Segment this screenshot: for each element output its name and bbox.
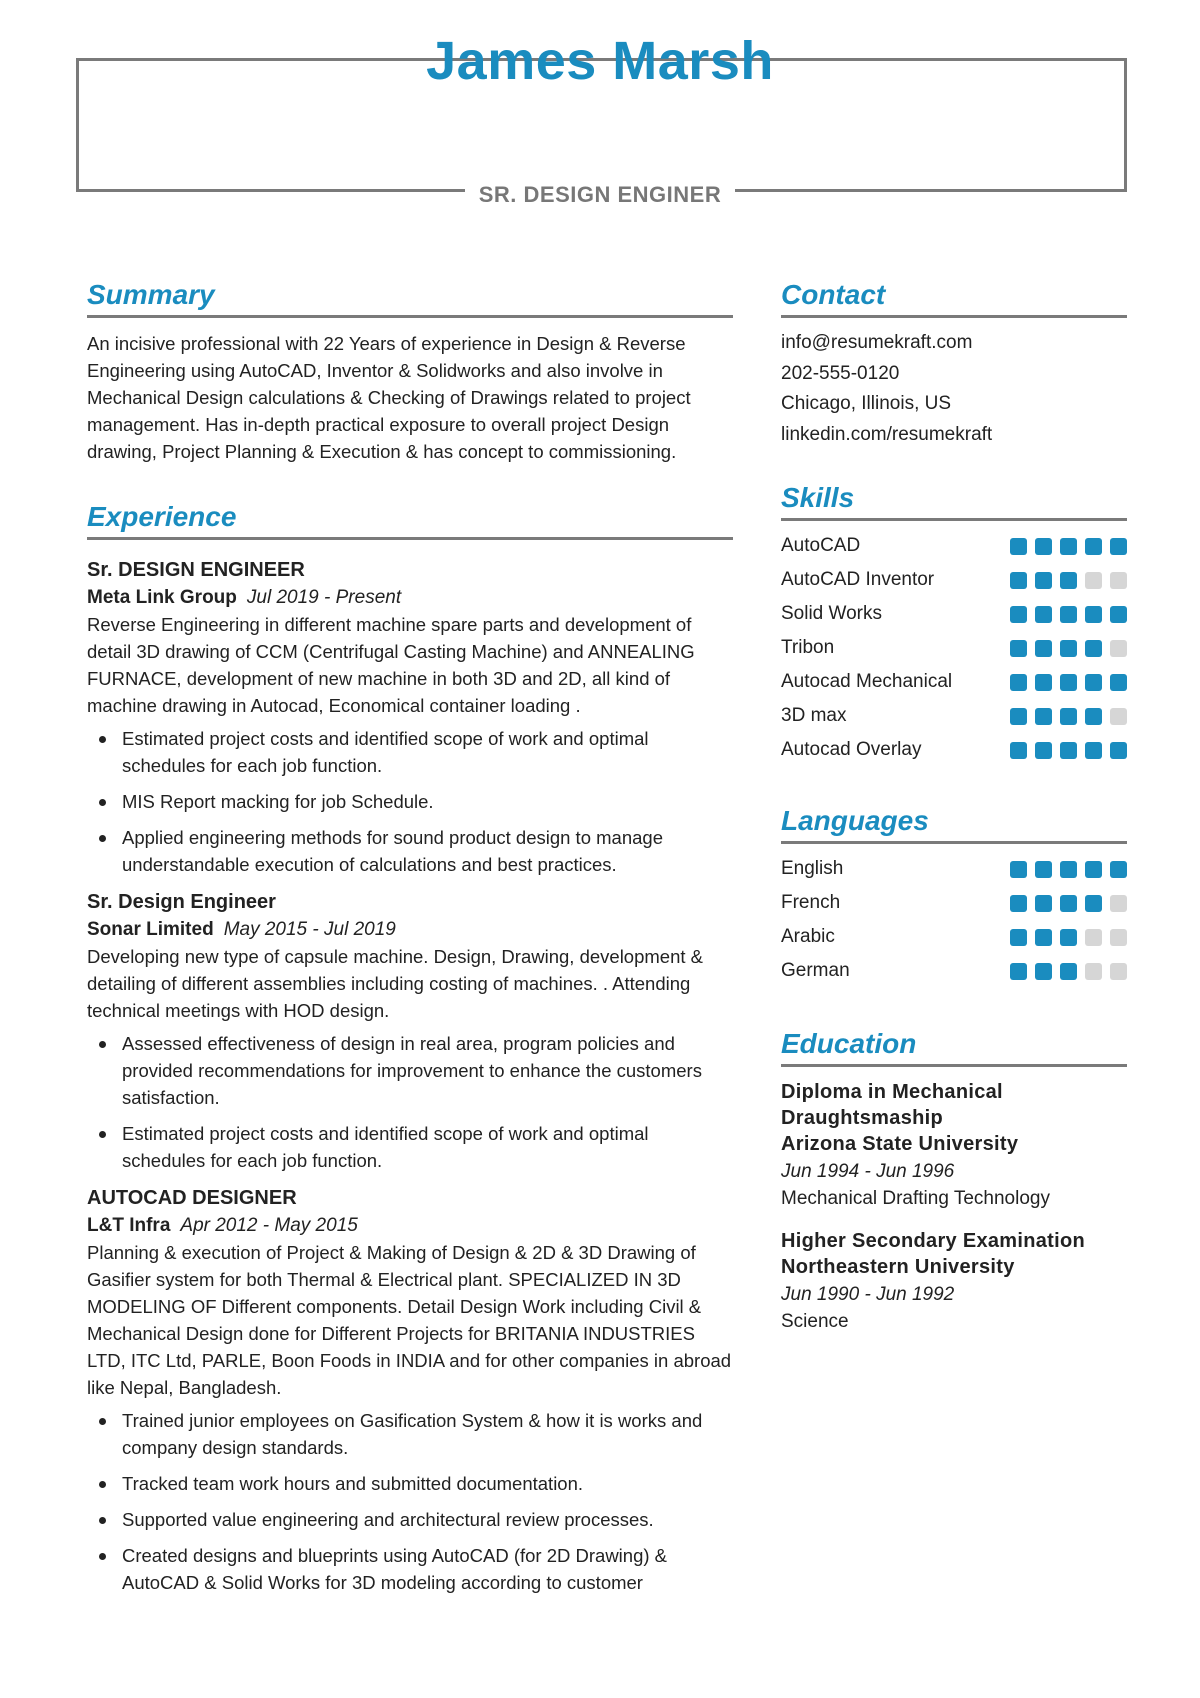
rating-dot-filled	[1060, 861, 1077, 878]
rating-dots	[1010, 963, 1127, 980]
job-description: Planning & execution of Project & Making of Design & 2D & 3D Drawing of Gasifier system for both Thermal & Electrical plant. SPECIALIZED IN 3D MODELING OF Different components. Detail Design Work including Civil & Mechanical Design done for Different Projects for BRITANIA INDUSTRIES LTD, ITC Ltd, PARLE, Boon Foods in INDIA and for other companies in abroad like Nepal, Bangladesh.	[87, 1242, 732, 1398]
rating-dot-filled	[1035, 929, 1052, 946]
rating-dots	[1010, 742, 1127, 759]
rating-dot-filled	[1060, 929, 1077, 946]
language-row-label: German	[781, 960, 850, 981]
rating-dot-filled	[1035, 674, 1052, 691]
job-company: Sonar Limited	[87, 919, 214, 940]
contact-location: Chicago, Illinois, US	[781, 393, 952, 414]
bullet-item: Created designs and blueprints using AutoCAD (for 2D Drawing) & AutoCAD & Solid Works for 3D modeling according to customer	[87, 1542, 733, 1596]
rating-dots	[1010, 708, 1127, 725]
language-row-label: English	[781, 858, 844, 879]
skill-row-label: AutoCAD Inventor	[781, 569, 935, 590]
rating-dots	[1010, 640, 1127, 657]
bullet-item: Trained junior employees on Gasification System & how it is works and company design standards.	[87, 1407, 733, 1461]
job-dates: Jul 2019 - Present	[246, 587, 402, 608]
rating-dot-filled	[1010, 929, 1027, 946]
rating-dot-filled	[1010, 861, 1027, 878]
rating-dot-empty	[1110, 640, 1127, 657]
skill-row-label: Autocad Mechanical	[781, 671, 953, 692]
rating-dot-filled	[1085, 742, 1102, 759]
rating-dot-filled	[1110, 538, 1127, 555]
education-item	[781, 1228, 1127, 1335]
education-dates: Jun 1990 - Jun 1992	[781, 1284, 955, 1305]
skill-row	[781, 529, 1127, 563]
rating-dot-filled	[1110, 606, 1127, 623]
language-row-label: French	[781, 892, 841, 913]
bullet-item: Tracked team work hours and submitted documentation.	[87, 1470, 733, 1497]
languages-list	[781, 852, 1127, 988]
rating-dot-empty	[1110, 929, 1127, 946]
rating-dot-filled	[1035, 606, 1052, 623]
rating-dot-empty	[1110, 708, 1127, 725]
rating-dot-filled	[1085, 640, 1102, 657]
rating-dot-filled	[1010, 674, 1027, 691]
rating-dot-empty	[1110, 963, 1127, 980]
bullet-item: Applied engineering methods for sound product design to manage understandable execution of calculations and best practices.	[87, 824, 733, 878]
summary-text: An incisive professional with 22 Years of experience in Design & Reverse Engineering using AutoCAD, Inventor & Solidworks and also involve in Mechanical Design calculations & Checking of Drawings related to project management. Has in-depth practical exposure to overall project Design drawing, Project Planning & Execution & has concept to commissioning.	[87, 333, 691, 462]
rating-dot-filled	[1110, 674, 1127, 691]
rating-dots	[1010, 674, 1127, 691]
rating-dot-filled	[1010, 606, 1027, 623]
rating-dot-empty	[1085, 572, 1102, 589]
job-bullets	[87, 725, 733, 878]
rating-dot-empty	[1085, 929, 1102, 946]
rating-dot-filled	[1060, 742, 1077, 759]
rating-dot-filled	[1060, 606, 1077, 623]
skill-row-label: AutoCAD	[781, 535, 861, 556]
bullet-item: Estimated project costs and identified scope of work and optimal schedules for each job function.	[87, 1120, 733, 1174]
education-item	[781, 1079, 1127, 1212]
skill-row	[781, 665, 1127, 699]
rating-dot-filled	[1060, 538, 1077, 555]
experience-item	[87, 556, 733, 878]
rating-dot-filled	[1085, 895, 1102, 912]
contact-heading: Contact	[781, 275, 1127, 318]
rating-dot-filled	[1010, 572, 1027, 589]
side-column	[781, 275, 1127, 1335]
skill-row	[781, 597, 1127, 631]
job-company: L&T Infra	[87, 1215, 171, 1236]
rating-dot-filled	[1060, 572, 1077, 589]
contact-list	[781, 328, 1127, 450]
contact-linkedin[interactable]: linkedin.com/resumekraft	[781, 423, 993, 445]
experience-item	[87, 1184, 733, 1596]
rating-dot-filled	[1085, 708, 1102, 725]
job-meta	[87, 1212, 733, 1239]
skill-row	[781, 563, 1127, 597]
rating-dot-filled	[1085, 674, 1102, 691]
rating-dot-filled	[1035, 572, 1052, 589]
education-heading: Education	[781, 1024, 1127, 1067]
rating-dot-filled	[1060, 963, 1077, 980]
job-position: Sr. Design Engineer	[87, 891, 276, 913]
education-school: Arizona State University	[781, 1133, 1019, 1155]
job-company: Meta Link Group	[87, 587, 237, 608]
rating-dots	[1010, 538, 1127, 555]
skill-row	[781, 699, 1127, 733]
language-row	[781, 852, 1127, 886]
language-row	[781, 886, 1127, 920]
rating-dot-filled	[1035, 742, 1052, 759]
rating-dot-filled	[1010, 640, 1027, 657]
languages-heading: Languages	[781, 801, 1127, 844]
job-meta	[87, 916, 733, 943]
job-position: Sr. DESIGN ENGINEER	[87, 559, 305, 581]
education-dates: Jun 1994 - Jun 1996	[781, 1161, 955, 1182]
experience-item	[87, 888, 733, 1174]
job-description: Reverse Engineering in different machine spare parts and development of detail 3D drawing of CCM (Centrifugal Casting Machine) and ANNEALING FURNACE, development of new machine in both 3D and 2D, all kind of machine drawing in Autocad, Economical container loading .	[87, 614, 695, 716]
experience-heading: Experience	[87, 497, 733, 540]
rating-dot-filled	[1035, 640, 1052, 657]
rating-dot-filled	[1060, 640, 1077, 657]
language-row	[781, 954, 1127, 988]
candidate-name: James Marsh	[426, 31, 774, 91]
skill-row-label: 3D max	[781, 705, 847, 726]
rating-dot-filled	[1035, 538, 1052, 555]
rating-dot-filled	[1085, 606, 1102, 623]
rating-dot-empty	[1110, 572, 1127, 589]
rating-dot-filled	[1010, 708, 1027, 725]
language-row	[781, 920, 1127, 954]
rating-dot-filled	[1060, 895, 1077, 912]
skills-list	[781, 529, 1127, 767]
rating-dot-filled	[1060, 674, 1077, 691]
job-title-row	[0, 182, 1200, 208]
rating-dot-filled	[1010, 963, 1027, 980]
job-bullets	[87, 1030, 733, 1174]
rating-dots	[1010, 861, 1127, 878]
rating-dot-filled	[1035, 708, 1052, 725]
rating-dot-empty	[1085, 963, 1102, 980]
rating-dot-filled	[1110, 742, 1127, 759]
rating-dot-filled	[1035, 963, 1052, 980]
rating-dots	[1010, 572, 1127, 589]
skill-row-label: Tribon	[781, 637, 835, 658]
bullet-item: Estimated project costs and identified scope of work and optimal schedules for each job function.	[87, 725, 733, 779]
rating-dot-filled	[1010, 538, 1027, 555]
rating-dot-filled	[1060, 708, 1077, 725]
candidate-title: SR. DESIGN ENGINER	[465, 182, 735, 208]
contact-phone[interactable]: 202-555-0120	[781, 362, 900, 384]
rating-dots	[1010, 895, 1127, 912]
education-field: Mechanical Drafting Technology	[781, 1188, 1050, 1209]
rating-dots	[1010, 929, 1127, 946]
main-column	[87, 275, 733, 1605]
job-dates: Apr 2012 - May 2015	[180, 1215, 358, 1236]
job-meta	[87, 584, 733, 611]
language-row-label: Arabic	[781, 926, 835, 947]
rating-dot-filled	[1110, 861, 1127, 878]
skill-row-label: Solid Works	[781, 603, 883, 624]
skills-heading: Skills	[781, 478, 1127, 521]
job-dates: May 2015 - Jul 2019	[223, 919, 396, 940]
job-bullets	[87, 1407, 733, 1596]
rating-dot-filled	[1010, 742, 1027, 759]
rating-dot-filled	[1035, 895, 1052, 912]
rating-dot-filled	[1035, 861, 1052, 878]
skill-row	[781, 631, 1127, 665]
bullet-item: Supported value engineering and architectural review processes.	[87, 1506, 733, 1533]
education-school: Northeastern University	[781, 1256, 1015, 1278]
education-degree: Higher Secondary Examination	[781, 1230, 1086, 1252]
job-position: AUTOCAD DESIGNER	[87, 1187, 297, 1209]
bullet-item: Assessed effectiveness of design in real area, program policies and provided recommendations for improvement to enhance the customers satisfaction.	[87, 1030, 733, 1111]
summary-heading: Summary	[87, 275, 733, 318]
skill-row	[781, 733, 1127, 767]
rating-dot-filled	[1085, 861, 1102, 878]
bullet-item: MIS Report macking for job Schedule.	[87, 788, 733, 815]
job-description: Developing new type of capsule machine. Design, Drawing, development & detailing of different assemblies including costing of machines. . Attending technical meetings with HOD design.	[87, 946, 703, 1021]
rating-dot-filled	[1085, 538, 1102, 555]
rating-dot-filled	[1010, 895, 1027, 912]
contact-email[interactable]: info@resumekraft.com	[781, 332, 973, 353]
education-degree: Diploma in Mechanical Draughtsmaship	[781, 1081, 1003, 1129]
education-field: Science	[781, 1311, 849, 1332]
rating-dot-empty	[1110, 895, 1127, 912]
skill-row-label: Autocad Overlay	[781, 739, 922, 760]
rating-dots	[1010, 606, 1127, 623]
